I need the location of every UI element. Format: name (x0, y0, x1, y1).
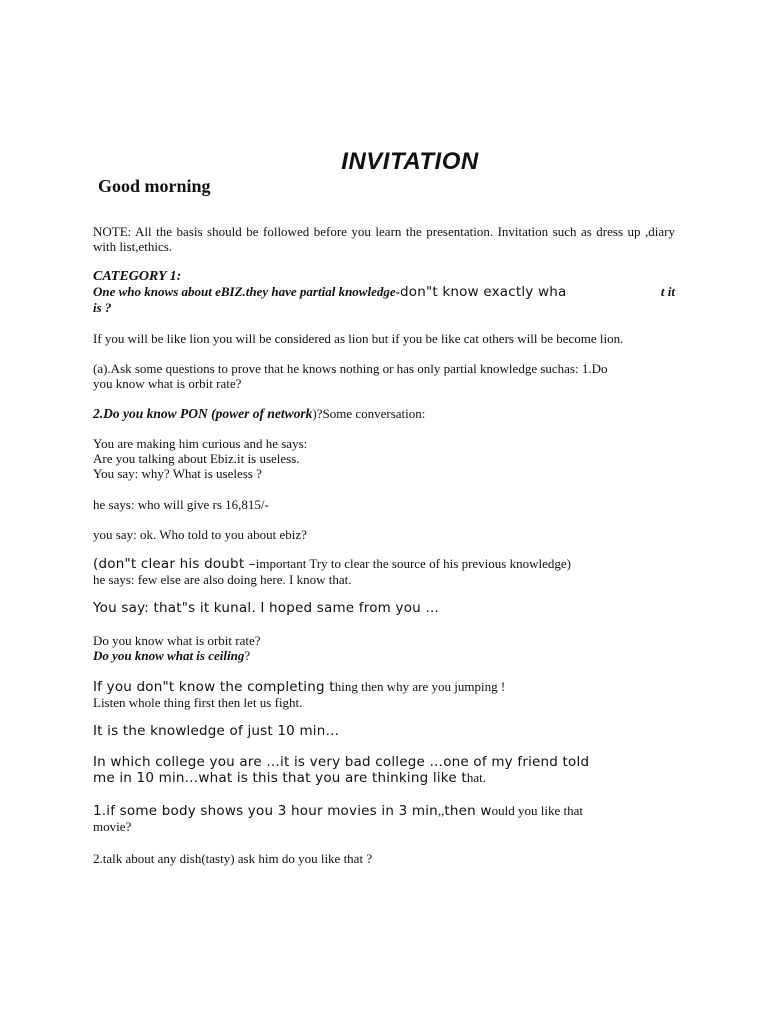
lion-paragraph: If you will be like lion you will be considered as lion but if you be like cat others will be become lion. (93, 331, 624, 346)
category-heading: CATEGORY 1: (93, 269, 182, 284)
doubt-serif: important Try to clear the source of his previous knowledge) (255, 556, 571, 571)
kunal-line: You say: that"s it kunal. I hoped same from you … (93, 600, 440, 616)
listen-line: Listen whole thing first then let us fight. (93, 695, 303, 710)
completing-line (93, 679, 675, 695)
few-line: he says: few else are also doing here. I know that. (93, 572, 352, 587)
college-sans: me in 10 min…what is this that you are thinking like t (93, 770, 467, 786)
dish-line: 2.talk about any dish(tasty) ask him do you like that ? (93, 851, 373, 866)
completing-sans: If you don"t know the completing t (93, 679, 335, 695)
category-text-bold: One who knows about eBIZ.they have partial knowledge- (93, 284, 400, 299)
greeting: Good morning (98, 176, 211, 196)
pon-rest: )?Some conversation: (312, 406, 426, 421)
completing-serif: hing then why are you jumping ! (334, 679, 506, 694)
ask-line-1: (a).Ask some questions to prove that he knows nothing or has only partial knowledge suchas: 1.Do (93, 361, 608, 376)
ask-paragraph (93, 361, 675, 391)
category-text-end: is ? (93, 300, 112, 315)
college-line-1: In which college you are …it is very bad college …one of my friend told (93, 754, 590, 770)
note-paragraph: NOTE: All the basis should be followed before you learn the presentation. Invitation such as dress up ,diary with list,ethics. (93, 224, 675, 254)
movie-line-2: movie? (93, 819, 132, 834)
curious-paragraph (93, 436, 675, 481)
questions-paragraph (93, 633, 675, 663)
ask-line-2: you know what is orbit rate? (93, 376, 242, 391)
movie-serif: ould you like that (491, 803, 584, 818)
college-paragraph (93, 755, 675, 786)
college-serif: hat. (466, 770, 486, 785)
category-description (93, 284, 675, 300)
movie-commas: ,, (437, 803, 445, 818)
pon-line (93, 406, 675, 421)
ceiling-mark: ? (244, 648, 251, 663)
document-title: INVITATION (341, 148, 479, 175)
movie-sans-2: then w (444, 803, 492, 819)
give-line: he says: who will give rs 16,815/- (93, 497, 269, 512)
doubt-line (93, 556, 675, 572)
movie-line-1 (93, 803, 675, 819)
category-section (93, 269, 675, 315)
movie-paragraph (93, 803, 675, 834)
ceiling-question: Do you know what is ceiling (93, 648, 245, 663)
movie-sans: 1.if some body shows you 3 hour movies in 3 min (93, 803, 438, 819)
curious-line-3: You say: why? What is useless ? (93, 466, 262, 481)
told-line: you say: ok. Who told to you about ebiz? (93, 527, 307, 542)
doubt-sans: (don"t clear his doubt – (93, 556, 256, 572)
completing-paragraph (93, 679, 675, 710)
orbit-line: Do you know what is orbit rate? (93, 633, 261, 648)
doubt-paragraph (93, 556, 675, 587)
pon-question: 2.Do you know PON (power of network (93, 406, 313, 421)
category-text-sans: don"t know exactly wha (399, 284, 567, 300)
knowledge-line: It is the knowledge of just 10 min… (93, 723, 340, 739)
college-line-2 (93, 770, 675, 786)
ceiling-line (93, 648, 675, 663)
curious-line-2: Are you talking about Ebiz.it is useless. (93, 451, 300, 466)
curious-line-1: You are making him curious and he says: (93, 436, 308, 451)
category-text-tail: t it (660, 284, 675, 299)
